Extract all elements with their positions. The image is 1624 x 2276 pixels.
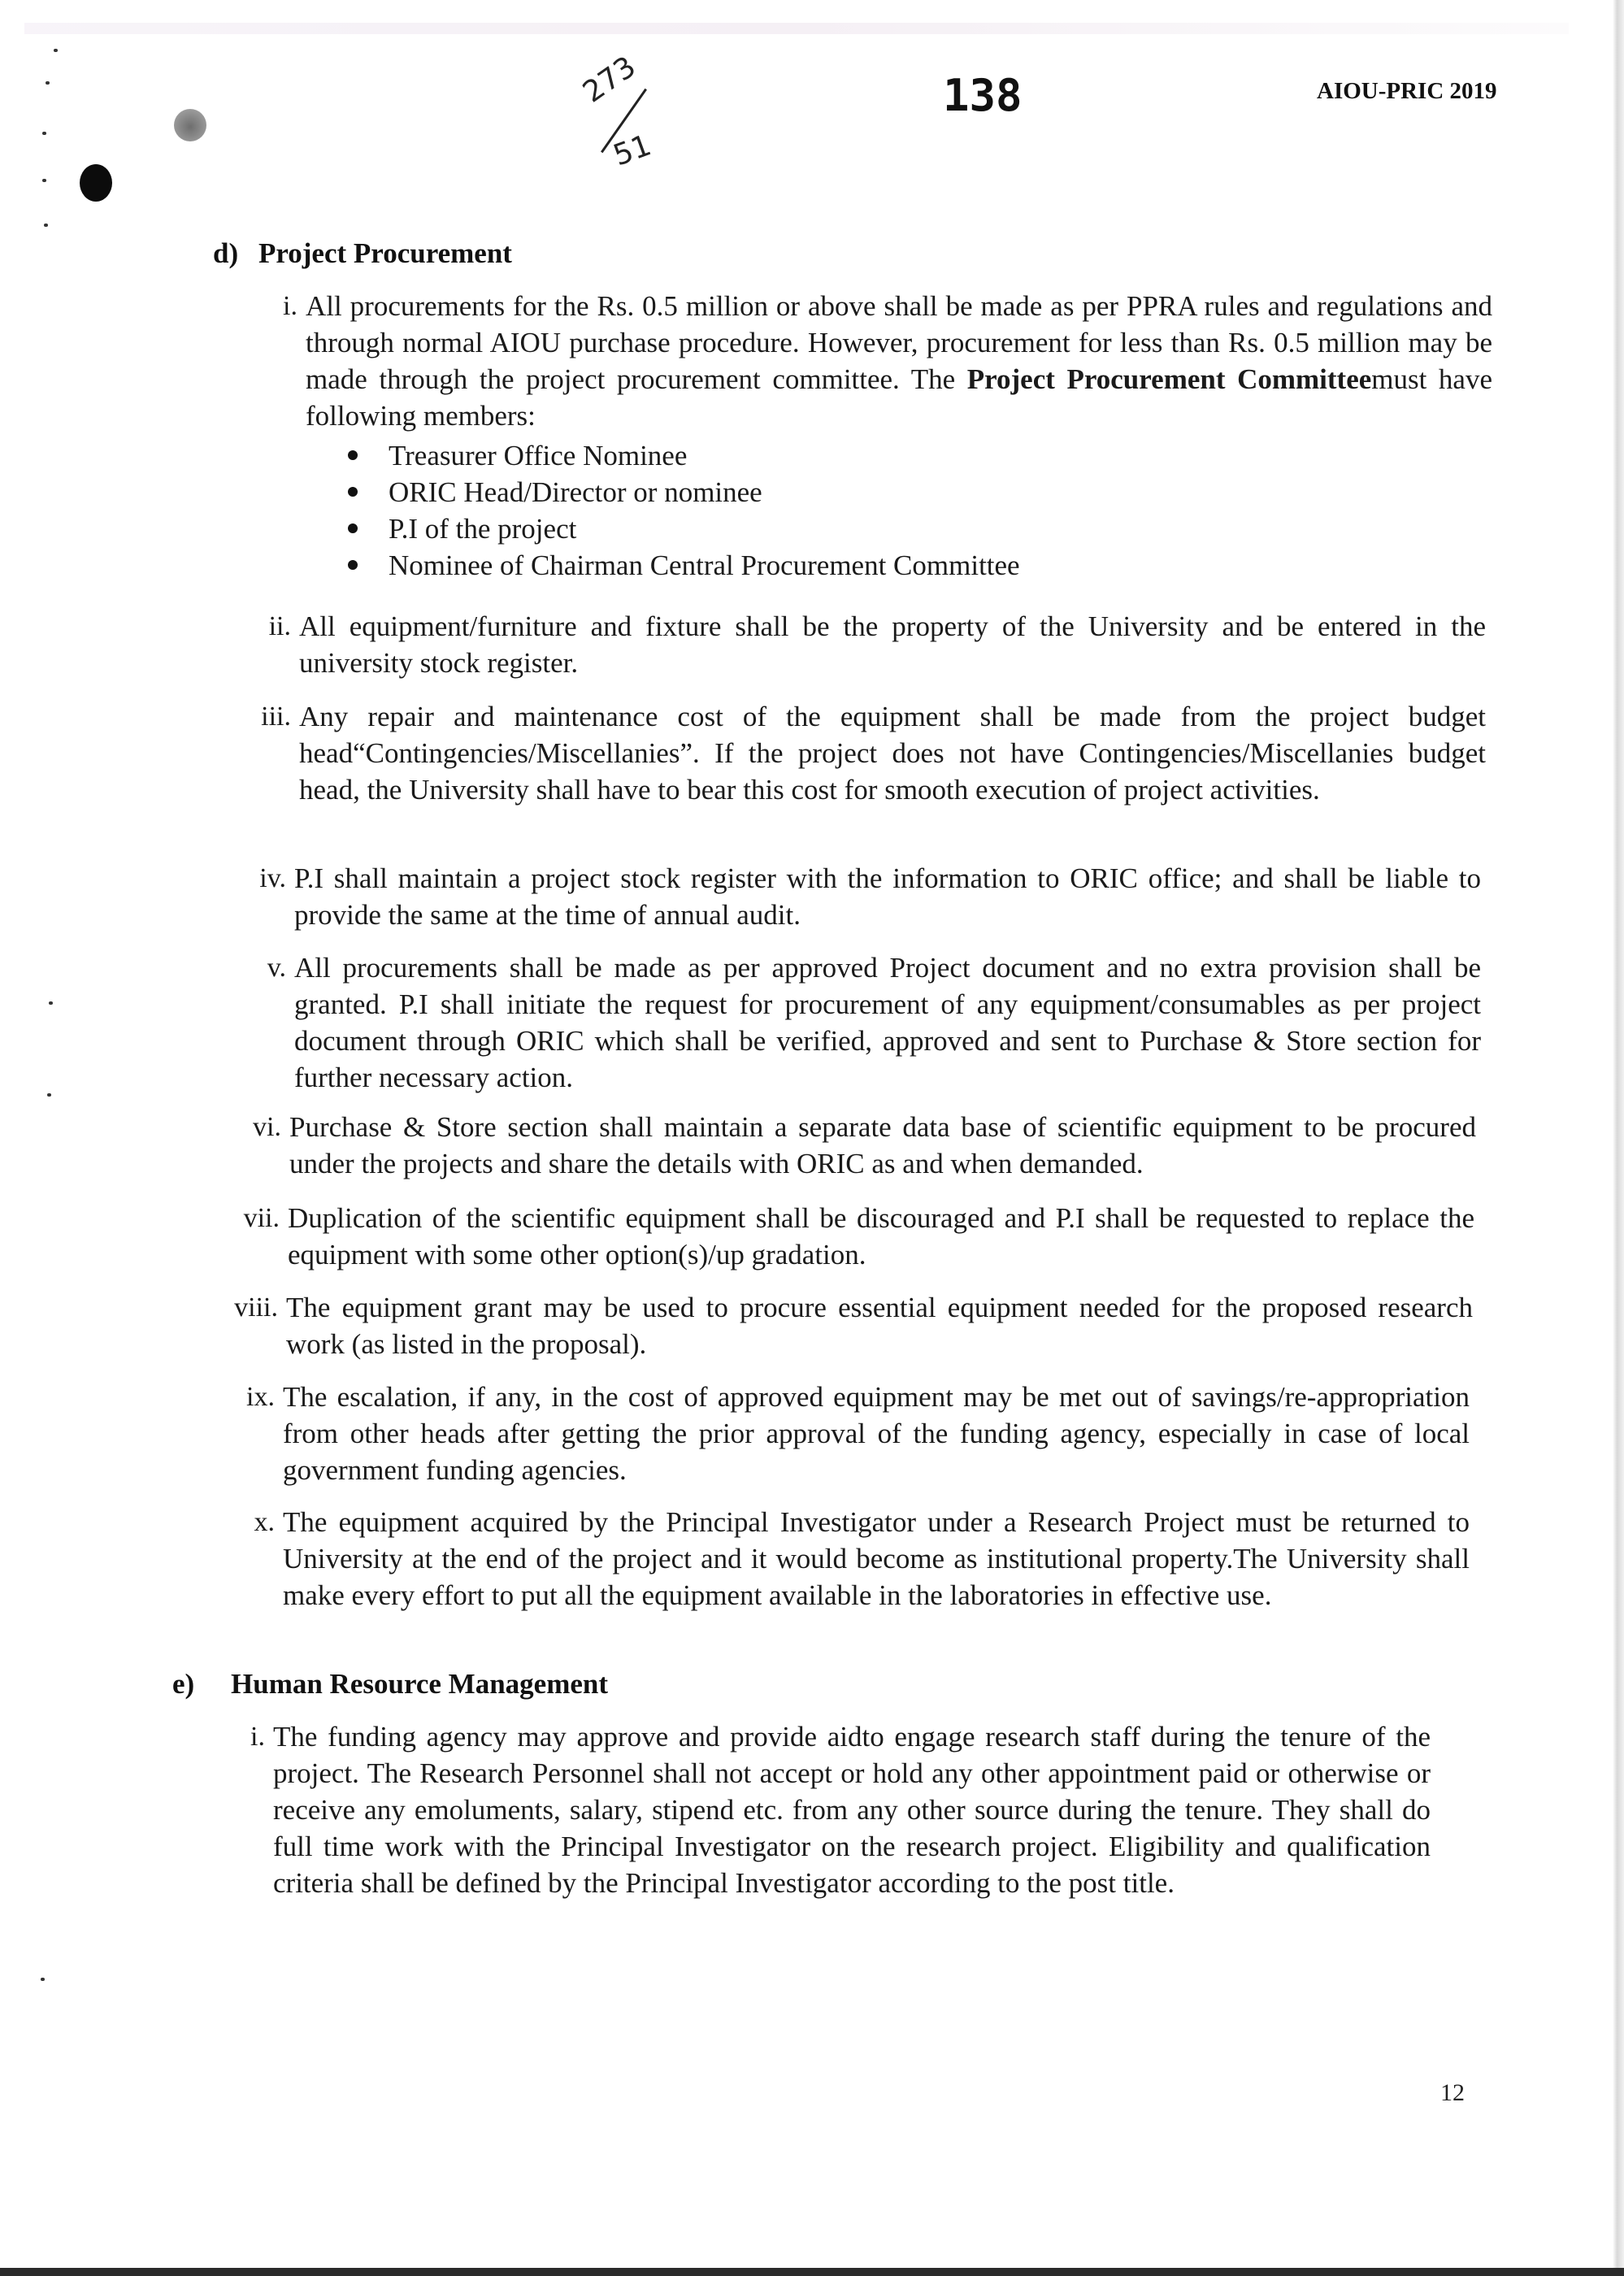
- scan-speck: [42, 179, 46, 182]
- list-item: [246, 1379, 1470, 1488]
- item-numeral: vi.: [253, 1112, 281, 1142]
- page-edge: [1613, 0, 1624, 2276]
- list-item: [268, 608, 1486, 681]
- page-number: 12: [1440, 2079, 1465, 2106]
- item-text: Purchase & Store section shall maintain a separate data base of scientific equipment to be procured under the projects and share the details with ORIC as and when demanded.: [289, 1111, 1476, 1179]
- item-numeral: iii.: [261, 701, 291, 732]
- item-numeral: vii.: [243, 1203, 280, 1233]
- bullet-icon: [348, 487, 358, 497]
- item-text: The funding agency may approve and provide aidto engage research staff during the tenure of the project. The Research Personnel shall not accept or hold any other appointment paid or otherwise or receive any emoluments, salary, stipend etc. from any other source during the tenure. They shall do full time work with the Principal Investigator on the research project. Eligibility and qualification criteria shall be defined by the Principal Investigator according to the post title.: [273, 1721, 1431, 1899]
- list-item: [259, 860, 1481, 933]
- item-text: Duplication of the scientific equipment shall be discouraged and P.I shall be requested to replace the equipment with some other option(s)/up gradation.: [288, 1202, 1474, 1270]
- list-item: [283, 288, 1492, 434]
- list-item: [261, 698, 1486, 808]
- section-heading-project-procurement: [213, 236, 512, 271]
- punch-hole: [80, 164, 112, 202]
- bullet-icon: [348, 560, 358, 570]
- item-numeral: iv.: [259, 863, 286, 893]
- list-item: [243, 1200, 1474, 1273]
- item-text: All equipment/furniture and fixture shall be the property of the University and be entered in the university stock register.: [299, 610, 1486, 679]
- bullet-icon: [348, 523, 358, 533]
- item-numeral: v.: [267, 953, 286, 983]
- section-letter: e): [172, 1668, 195, 1700]
- folio-number-top: 273: [577, 50, 642, 110]
- item-text: The escalation, if any, in the cost of approved equipment may be met out of savings/re-appropriation from other heads after getting the prior approval of the funding agency, especially in case of local government funding agencies.: [283, 1381, 1470, 1486]
- item-numeral: i.: [250, 1722, 265, 1752]
- stamped-page-number: 138: [943, 70, 1023, 121]
- list-item: [254, 1504, 1470, 1614]
- item-text: The equipment acquired by the Principal Investigator under a Research Project must be returned to University at the end of the project and it would become as institutional property.The University shall make every effort to put all the equipment available in the laboratories in effective use.: [283, 1506, 1470, 1611]
- section-title: Human Resource Management: [231, 1668, 609, 1700]
- list-item: [234, 1289, 1473, 1362]
- scan-speck: [44, 224, 48, 227]
- item-numeral: i.: [283, 291, 297, 321]
- bullet-item: ORIC Head/Director or nominee: [341, 474, 1020, 510]
- scan-smudge: [24, 23, 1569, 34]
- item-text: All procurements shall be made as per approved Project document and no extra provision shall be granted. P.I shall initiate the request for procurement of any equipment/consumables as per project document through ORIC which shall be verified, approved and sent to Purchase & Store section for further necessary action.: [294, 952, 1481, 1093]
- item-text: Any repair and maintenance cost of the equipment shall be made from the project budget head“Contingencies/Miscellanies”. If the project does not have Contingencies/Miscellanies budget head, the University shall have to bear this cost for smooth execution of project activities.: [299, 701, 1486, 806]
- item-text: The equipment grant may be used to procure essential equipment needed for the proposed research work (as listed in the proposal).: [286, 1292, 1473, 1360]
- scan-speck: [54, 49, 58, 52]
- punch-hole: [174, 109, 206, 141]
- item-text: All procurements for the Rs. 0.5 million or above shall be made as per PPRA rules and regulations and through normal AIOU purchase procedure. However, procurement for less than Rs. 0.5 million may be made through the project procurement committee. The Project Procurement Committeemust have following members:: [306, 290, 1492, 432]
- list-item: [267, 949, 1481, 1096]
- section-title: Project Procurement: [258, 237, 512, 269]
- item-numeral: viii.: [234, 1292, 278, 1323]
- scan-speck: [47, 1093, 51, 1097]
- bullet-item: P.I of the project: [341, 510, 1020, 547]
- bullet-item: Nominee of Chairman Central Procurement Committee: [341, 547, 1020, 584]
- scan-speck: [49, 1001, 53, 1005]
- item-numeral: ii.: [268, 611, 291, 641]
- committee-members-list: [341, 437, 1020, 584]
- list-item: [250, 1718, 1431, 1901]
- item-numeral: x.: [254, 1507, 275, 1537]
- section-heading-human-resource-management: [172, 1666, 608, 1702]
- item-numeral: ix.: [246, 1382, 275, 1412]
- scan-speck: [42, 132, 46, 135]
- folio-number-bottom: 51: [609, 128, 656, 173]
- scan-speck: [41, 1978, 45, 1981]
- handwritten-folio-mark: [561, 50, 683, 173]
- page-edge: [0, 2268, 1624, 2276]
- item-text: P.I shall maintain a project stock register with the information to ORIC office; and shall be liable to provide the same at the time of annual audit.: [294, 862, 1481, 931]
- bullet-item: Treasurer Office Nominee: [341, 437, 1020, 474]
- list-item: [253, 1109, 1476, 1182]
- section-letter: d): [213, 237, 239, 269]
- bold-term: Project Procurement Committee: [966, 363, 1372, 395]
- bullet-icon: [348, 450, 358, 460]
- scan-speck: [46, 81, 50, 85]
- running-header: AIOU-PRIC 2019: [1317, 78, 1497, 104]
